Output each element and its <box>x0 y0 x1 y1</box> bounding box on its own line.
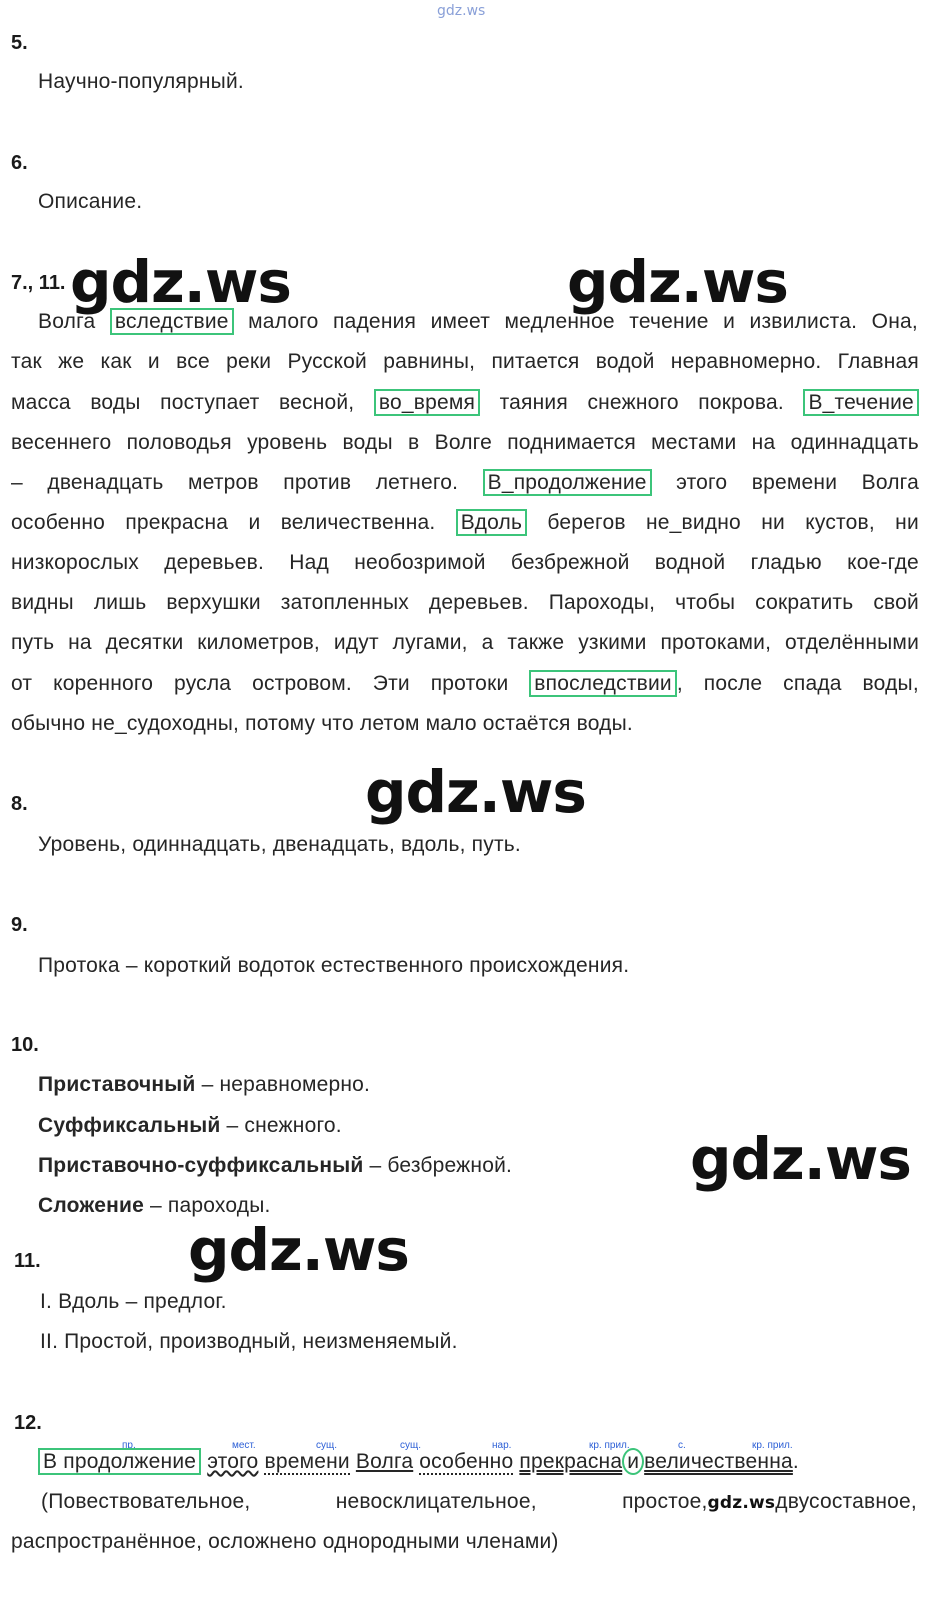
paragraph-word: двенадцать <box>47 471 164 494</box>
question-number: 11. <box>14 1250 41 1272</box>
pos-tag: кр. прил. <box>752 1440 793 1451</box>
paragraph-word: на <box>68 631 92 654</box>
word-formation-item <box>38 1154 512 1178</box>
question-number: 10. <box>11 1034 39 1056</box>
paragraph-word: водной <box>654 551 726 574</box>
question-number: 12. <box>14 1412 42 1434</box>
formation-word: – снежного. <box>220 1114 342 1137</box>
paragraph-word: уровень <box>247 431 328 454</box>
paragraph-line <box>11 431 919 455</box>
answer-text: II. Простой, производный, неизменяемый. <box>40 1330 458 1353</box>
formation-word: – неравномерно. <box>195 1073 371 1096</box>
paragraph-word: особенно <box>11 511 106 534</box>
paragraph-line <box>11 672 919 696</box>
watermark-small: gdz.ws <box>707 1493 776 1513</box>
paragraph-word: времени <box>751 471 838 494</box>
paragraph-word: лишь <box>93 591 147 614</box>
sentence-characteristics <box>11 1490 917 1514</box>
answer-text: Научно-популярный. <box>38 70 244 93</box>
paragraph-word: коренного <box>53 672 154 695</box>
site-label: gdz.ws <box>437 3 486 19</box>
paragraph-word: протоками, <box>660 631 772 654</box>
sentence-word: времени <box>264 1450 350 1473</box>
paragraph-word: кое-где <box>847 551 919 574</box>
paragraph-word: необозримой <box>354 551 486 574</box>
paragraph-word: в <box>408 431 420 454</box>
sentence-word: Волга <box>355 1450 414 1473</box>
paragraph-word: величественна. <box>280 511 436 534</box>
paragraph-word: островом. <box>252 672 352 695</box>
question-number: 8. <box>11 793 28 815</box>
paragraph-word: обычно <box>11 712 86 735</box>
pos-tag: мест. <box>232 1440 256 1451</box>
paragraph-word: снежного <box>587 391 679 414</box>
paragraph-word: гладью <box>750 551 822 574</box>
paragraph-word: мало <box>425 712 477 735</box>
paragraph-word: Русской <box>287 350 367 373</box>
paragraph-word: воды. <box>576 712 633 735</box>
sentence-word: особенно <box>419 1450 514 1473</box>
paragraph-word: потому <box>245 712 316 735</box>
paragraph-word: чтобы <box>675 591 736 614</box>
paragraph-word: таяния <box>499 391 568 414</box>
paragraph-word <box>374 391 480 415</box>
sentence-characteristics-line2: распространённое, осложнено однородными членами) <box>11 1530 559 1553</box>
question-number: 9. <box>11 914 28 936</box>
paragraph-word: одиннадцать <box>790 431 919 454</box>
boxed-word: впоследствии <box>529 670 677 697</box>
paragraph-word: воды <box>90 391 141 414</box>
paragraph-word: неравномерно. <box>670 350 822 373</box>
paragraph-word: Над <box>289 551 329 574</box>
sentence-word: и <box>622 1448 644 1475</box>
paragraph-word: не_судоходны, <box>91 712 240 735</box>
paragraph-word: свой <box>873 591 919 614</box>
paragraph-word: и <box>248 511 261 534</box>
paragraph-word: имеет <box>430 310 491 333</box>
paragraph-word: ни <box>761 511 785 534</box>
paragraph-word: русла <box>174 672 232 695</box>
pos-tag: кр. прил. <box>589 1440 630 1451</box>
paragraph-word: безбрежной <box>510 551 630 574</box>
paragraph-word: километров, <box>197 631 320 654</box>
paragraph-word: течение <box>629 310 709 333</box>
paragraph-word: Волга <box>38 310 96 333</box>
paragraph-word: весной, <box>279 391 355 414</box>
paragraph-word: реки <box>226 350 272 373</box>
boxed-word: В_продолжение <box>483 469 652 496</box>
paragraph-word: воды, <box>862 672 919 695</box>
paragraph-line <box>11 712 633 736</box>
paragraph-line <box>11 631 919 655</box>
sentence-word: величественна <box>644 1450 793 1473</box>
paragraph-line <box>11 591 919 615</box>
paragraph-word: водой <box>595 350 655 373</box>
formation-type: Суффиксальный <box>38 1114 221 1137</box>
paragraph-word: спада <box>783 672 842 695</box>
boxed-word: во_время <box>374 389 480 416</box>
answer-text: Протока – короткий водоток естественного происхождения. <box>38 954 630 977</box>
paragraph-word <box>456 511 527 535</box>
paragraph-word: видны <box>11 591 74 614</box>
characteristic: невосклицательное, <box>335 1490 537 1513</box>
paragraph-word: масса <box>11 391 71 414</box>
paragraph-word: узкими <box>578 631 647 654</box>
paragraph-word: сократить <box>755 591 854 614</box>
sentence-word: В продолжение <box>38 1448 201 1475</box>
paragraph-line <box>11 471 919 495</box>
boxed-word: В_течение <box>803 389 918 416</box>
answer-text: Уровень, одиннадцать, двенадцать, вдоль, путь. <box>38 833 521 856</box>
paragraph-word: воды <box>342 431 393 454</box>
formation-word: – безбрежной. <box>363 1154 513 1177</box>
paragraph-word: деревьев. <box>428 591 529 614</box>
paragraph-word: местами <box>651 431 737 454</box>
question-number: 7., 11. <box>11 272 66 294</box>
formation-word: – пароходы. <box>143 1194 271 1217</box>
formation-type: Приставочный <box>38 1073 196 1096</box>
paragraph-word: Главная <box>837 350 919 373</box>
formation-type: Приставочно-суффиксальный <box>38 1154 364 1177</box>
pos-tag: нар. <box>492 1440 512 1451</box>
paragraph-word: идут <box>333 631 379 654</box>
paragraph-word: Волга <box>861 471 919 494</box>
paragraph-word: и <box>147 350 160 373</box>
paragraph-word: лугами, <box>392 631 468 654</box>
paragraph-word: Она, <box>871 310 918 333</box>
paragraph-word: падения <box>333 310 417 333</box>
paragraph-line <box>11 511 919 535</box>
characteristic: (Повествовательное, <box>41 1490 251 1513</box>
paragraph-word: покрова. <box>698 391 784 414</box>
paragraph-word: – <box>11 471 23 494</box>
paragraph-word: путь <box>11 631 55 654</box>
paragraph-word: Эти <box>372 672 410 695</box>
paragraph-word: летом <box>359 712 420 735</box>
watermark: gdz.ws <box>690 1125 911 1193</box>
question-number: 5. <box>11 32 28 54</box>
pos-tag: сущ. <box>316 1440 338 1451</box>
paragraph-word: метров <box>188 471 259 494</box>
paragraph-word: этого <box>676 471 728 494</box>
paragraph-word: медленное <box>504 310 615 333</box>
pos-tag: пр. <box>122 1440 136 1451</box>
paragraph-word: не_видно <box>645 511 741 534</box>
paragraph-word: впоследствии , <box>529 672 683 696</box>
paragraph-word: летнего. <box>375 471 459 494</box>
parsed-sentence <box>38 1450 799 1474</box>
paragraph-word: протоки <box>430 672 509 695</box>
paragraph-word: затопленных <box>280 591 409 614</box>
paragraph-word: что <box>321 712 354 735</box>
watermark: gdz.ws <box>188 1216 409 1284</box>
sentence-word: . <box>792 1450 799 1473</box>
paragraph-word: также <box>507 631 565 654</box>
watermark: gdz.ws <box>70 248 291 316</box>
word-formation-item <box>38 1114 342 1138</box>
sentence-word: прекрасна <box>519 1450 623 1473</box>
paragraph-word: извилиста. <box>749 310 858 333</box>
pos-tag: с. <box>678 1440 686 1451</box>
paragraph-line <box>11 551 919 575</box>
answer-text: I. Вдоль – предлог. <box>40 1290 227 1313</box>
paragraph-word: Пароходы, <box>548 591 656 614</box>
watermark: gdz.ws <box>567 248 788 316</box>
watermark: gdz.ws <box>365 758 586 826</box>
paragraph-word: верхушки <box>166 591 261 614</box>
paragraph-word: и <box>723 310 736 333</box>
pos-tag: сущ. <box>400 1440 422 1451</box>
paragraph-word: от <box>11 672 33 695</box>
paragraph-word: поступает <box>160 391 260 414</box>
paragraph-word: как <box>100 350 132 373</box>
paragraph-word: десятки <box>105 631 184 654</box>
paragraph-word: Волге <box>434 431 492 454</box>
characteristic: простое,gdz.wsдвусоставное, <box>622 1490 917 1513</box>
paragraph-word: половодья <box>126 431 232 454</box>
boxed-word: вследствие <box>110 308 234 335</box>
paragraph-word: весеннего <box>11 431 112 454</box>
paragraph-word: же <box>58 350 85 373</box>
paragraph-word: питается <box>491 350 580 373</box>
word-formation-item <box>38 1073 370 1097</box>
sentence-word: этого <box>207 1450 259 1473</box>
paragraph-line <box>11 391 919 415</box>
paragraph-word: отделёнными <box>785 631 919 654</box>
paragraph-word: равнины, <box>383 350 476 373</box>
word-formation-item <box>38 1194 271 1218</box>
answer-text: Описание. <box>38 190 143 213</box>
paragraph-line <box>11 350 919 374</box>
paragraph-word: кустов, <box>805 511 875 534</box>
paragraph-word: поднимается <box>507 431 636 454</box>
paragraph-word <box>803 391 918 415</box>
paragraph-word: деревьев. <box>164 551 265 574</box>
paragraph-word: так <box>11 350 42 373</box>
paragraph-word: против <box>283 471 352 494</box>
paragraph-word: на <box>751 431 776 454</box>
paragraph-word: берегов <box>547 511 626 534</box>
paragraph-word: ни <box>895 511 919 534</box>
paragraph-word: после <box>703 672 763 695</box>
paragraph-word: прекрасна <box>125 511 229 534</box>
paragraph-word: низкорослых <box>11 551 139 574</box>
paragraph-word: остаётся <box>482 712 571 735</box>
paragraph-word: а <box>481 631 494 654</box>
boxed-word: Вдоль <box>456 509 527 536</box>
paragraph-word: все <box>176 350 210 373</box>
paragraph-word <box>483 471 652 495</box>
formation-type: Сложение <box>38 1194 144 1217</box>
paragraph-word: малого <box>248 310 319 333</box>
question-number: 6. <box>11 152 28 174</box>
